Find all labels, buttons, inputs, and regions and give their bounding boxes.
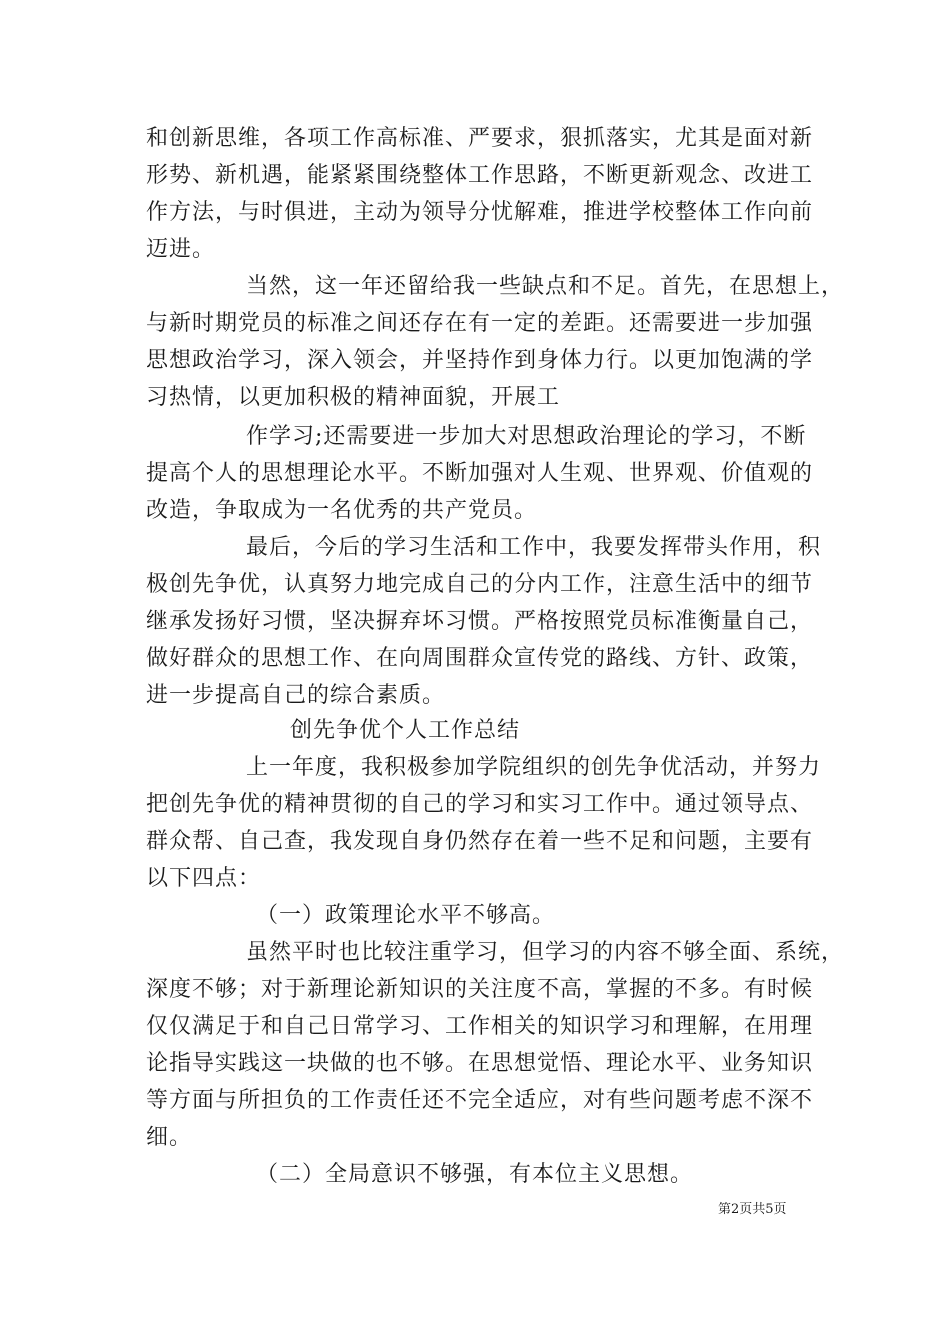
paragraph-6-line-1: 虽然平时也比较注重学习，但学习的内容不够全面、系统，: [246, 940, 845, 965]
paragraph-5-line-2: 把创先争优的精神贯彻的自己的学习和实习工作中。通过领导点、: [146, 792, 814, 817]
paragraph-4-line-5: 进一步提高自己的综合素质。: [146, 683, 446, 708]
paragraph-4-line-1: 最后，今后的学习生活和工作中，我要发挥带头作用，积: [246, 535, 822, 560]
paragraph-4-line-2: 极创先争优，认真努力地完成自己的分内工作，注意生活中的细节: [146, 572, 814, 597]
paragraph-6-line-5: 等方面与所担负的工作责任还不完全适应，对有些问题考虑不深不: [146, 1088, 814, 1113]
subheading-1: （一）政策理论水平不够高。: [256, 903, 556, 928]
paragraph-1-line-1: 和创新思维，各项工作高标准、严要求，狠抓落实，尤其是面对新: [146, 126, 814, 151]
paragraph-2-line-4: 习热情，以更加积极的精神面貌，开展工: [146, 385, 561, 410]
paragraph-1-line-4: 迈进。: [146, 237, 216, 262]
paragraph-5-line-3: 群众帮、自己查，我发现自身仍然存在着一些不足和问题，主要有: [146, 829, 814, 854]
paragraph-4-line-4: 做好群众的思想工作、在向周围群众宣传党的路线、方针、政策，: [146, 646, 814, 671]
paragraph-3-line-3: 改造，争取成为一名优秀的共产党员。: [146, 498, 538, 523]
paragraph-1-line-2: 形势、新机遇，能紧紧围绕整体工作思路，不断更新观念、改进工: [146, 163, 814, 188]
section-title: 创先争优个人工作总结: [290, 718, 521, 743]
page-number-footer: 第2页共5页: [718, 1202, 787, 1217]
paragraph-6-line-4: 论指导实践这一块做的也不够。在思想觉悟、理论水平、业务知识: [146, 1051, 814, 1076]
paragraph-2-line-2: 与新时期党员的标准之间还存在有一定的差距。还需要进一步加强: [146, 311, 814, 336]
paragraph-5-line-4: 以下四点：: [146, 866, 262, 891]
paragraph-4-line-3: 继承发扬好习惯，坚决摒弃坏习惯。严格按照党员标准衡量自己，: [146, 609, 814, 634]
paragraph-3-line-1: 作学习;还需要进一步加大对思想政治理论的学习，不断: [246, 424, 807, 449]
paragraph-3-line-2: 提高个人的思想理论水平。不断加强对人生观、世界观、价值观的: [146, 461, 814, 486]
subheading-2: （二）全局意识不够强，有本位主义思想。: [256, 1162, 694, 1187]
paragraph-6-line-2: 深度不够；对于新理论新知识的关注度不高，掌握的不多。有时候: [146, 977, 814, 1002]
paragraph-6-line-6: 细。: [146, 1125, 193, 1150]
paragraph-5-line-1: 上一年度，我积极参加学院组织的创先争优活动，并努力: [246, 755, 822, 780]
paragraph-2-line-1: 当然，这一年还留给我一些缺点和不足。首先，在思想上，: [246, 274, 845, 299]
paragraph-1-line-3: 作方法，与时俱进，主动为领导分忧解难，推进学校整体工作向前: [146, 200, 814, 225]
paragraph-2-line-3: 思想政治学习，深入领会，并坚持作到身体力行。以更加饱满的学: [146, 348, 814, 373]
paragraph-6-line-3: 仅仅满足于和自己日常学习、工作相关的知识学习和理解，在用理: [146, 1014, 814, 1039]
